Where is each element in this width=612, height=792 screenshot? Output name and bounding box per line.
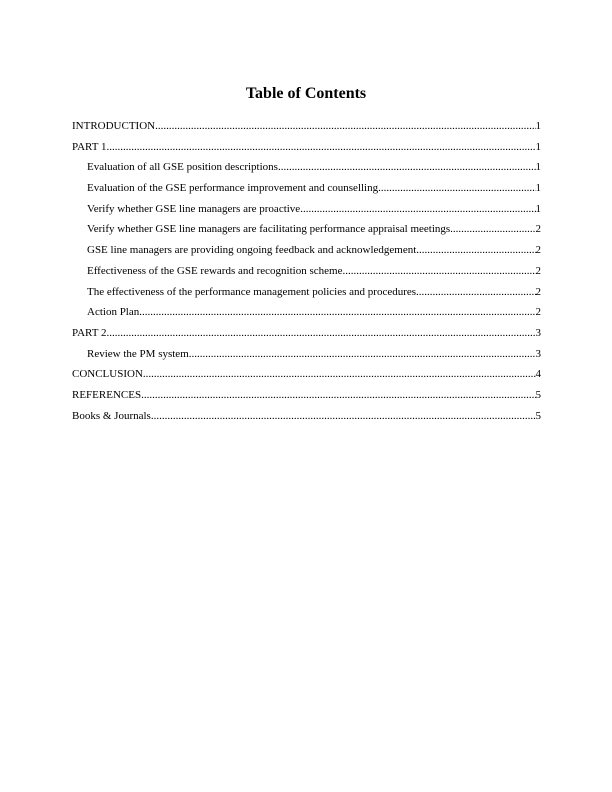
toc-dot-leader — [107, 323, 536, 344]
toc-entry[interactable] — [72, 364, 541, 385]
toc-page-number: 5 — [535, 409, 541, 422]
toc-dot-leader — [278, 157, 536, 178]
toc-dot-leader — [151, 406, 536, 427]
toc-page-number: 1 — [535, 182, 541, 195]
toc-entry-text: Verify whether GSE line managers are facilitating performance appraisal meetings — [87, 223, 451, 236]
toc-page-number: 3 — [535, 326, 541, 339]
toc-dot-leader — [143, 364, 536, 385]
toc-entry[interactable] — [72, 385, 541, 406]
toc-page-number: 1 — [535, 140, 541, 153]
toc-page-number: 5 — [535, 388, 541, 401]
toc-entry-text: INTRODUCTION — [72, 120, 156, 132]
toc-entry[interactable] — [72, 116, 541, 137]
toc-dot-leader — [155, 116, 535, 137]
toc-entry[interactable] — [72, 261, 541, 282]
toc-entry-text: Evaluation of all GSE position descriptions — [87, 161, 278, 174]
toc-dot-leader — [189, 344, 536, 365]
toc-entry-text: Effectiveness of the GSE rewards and recognition scheme — [87, 264, 343, 277]
toc-page-number: 2 — [535, 264, 541, 277]
page-title: Table of Contents — [245, 85, 367, 102]
toc-page-number: 1 — [535, 202, 541, 215]
toc-page-number: 1 — [535, 161, 541, 174]
toc-dot-leader — [300, 199, 535, 220]
toc-entry-text: PART 2 — [72, 326, 107, 339]
toc-entry[interactable] — [72, 282, 541, 303]
toc-entry[interactable] — [72, 406, 541, 427]
toc-entry-text: Evaluation of the GSE performance improvement and counselling — [87, 182, 379, 195]
toc-entry-text: Verify whether GSE line managers are proactive — [87, 202, 301, 215]
toc-page-number: 2 — [535, 285, 541, 298]
toc-entry[interactable] — [72, 178, 541, 199]
toc-page-number: 3 — [535, 347, 541, 360]
toc-dot-leader — [342, 261, 535, 282]
toc-dot-leader — [416, 282, 535, 303]
toc-entry-text: Action Plan — [87, 306, 140, 319]
toc-entry-text: The effectiveness of the performance management policies and procedures — [87, 285, 417, 298]
toc-entry[interactable] — [72, 219, 541, 240]
toc-entry-text: GSE line managers are providing ongoing feedback and acknowledgement — [87, 244, 417, 257]
toc-page-number: 2 — [535, 244, 541, 257]
toc-dot-leader — [378, 178, 535, 199]
toc-dot-leader — [107, 137, 536, 158]
toc-page-number: 2 — [535, 306, 541, 319]
toc-page-number: 1 — [535, 120, 541, 132]
toc-dot-leader — [416, 240, 535, 261]
toc-list — [72, 116, 541, 426]
toc-entry-text: PART 1 — [72, 140, 107, 153]
toc-entry[interactable] — [72, 302, 541, 323]
toc-dot-leader — [141, 385, 535, 406]
toc-entry-text: Review the PM system — [87, 347, 189, 360]
toc-entry[interactable] — [72, 344, 541, 365]
toc-entry-text: REFERENCES — [72, 388, 142, 401]
toc-dot-leader — [450, 219, 535, 240]
toc-entry[interactable] — [72, 323, 541, 344]
toc-entry[interactable] — [72, 157, 541, 178]
toc-dot-leader — [139, 302, 535, 323]
toc-entry-text: Books & Journals — [72, 409, 151, 422]
toc-entry[interactable] — [72, 199, 541, 220]
toc-page-number: 2 — [535, 223, 541, 236]
toc-entry[interactable] — [72, 240, 541, 261]
toc-page-number: 4 — [535, 368, 541, 381]
toc-entry[interactable] — [72, 137, 541, 158]
toc-entry-text: CONCLUSION — [72, 368, 143, 381]
